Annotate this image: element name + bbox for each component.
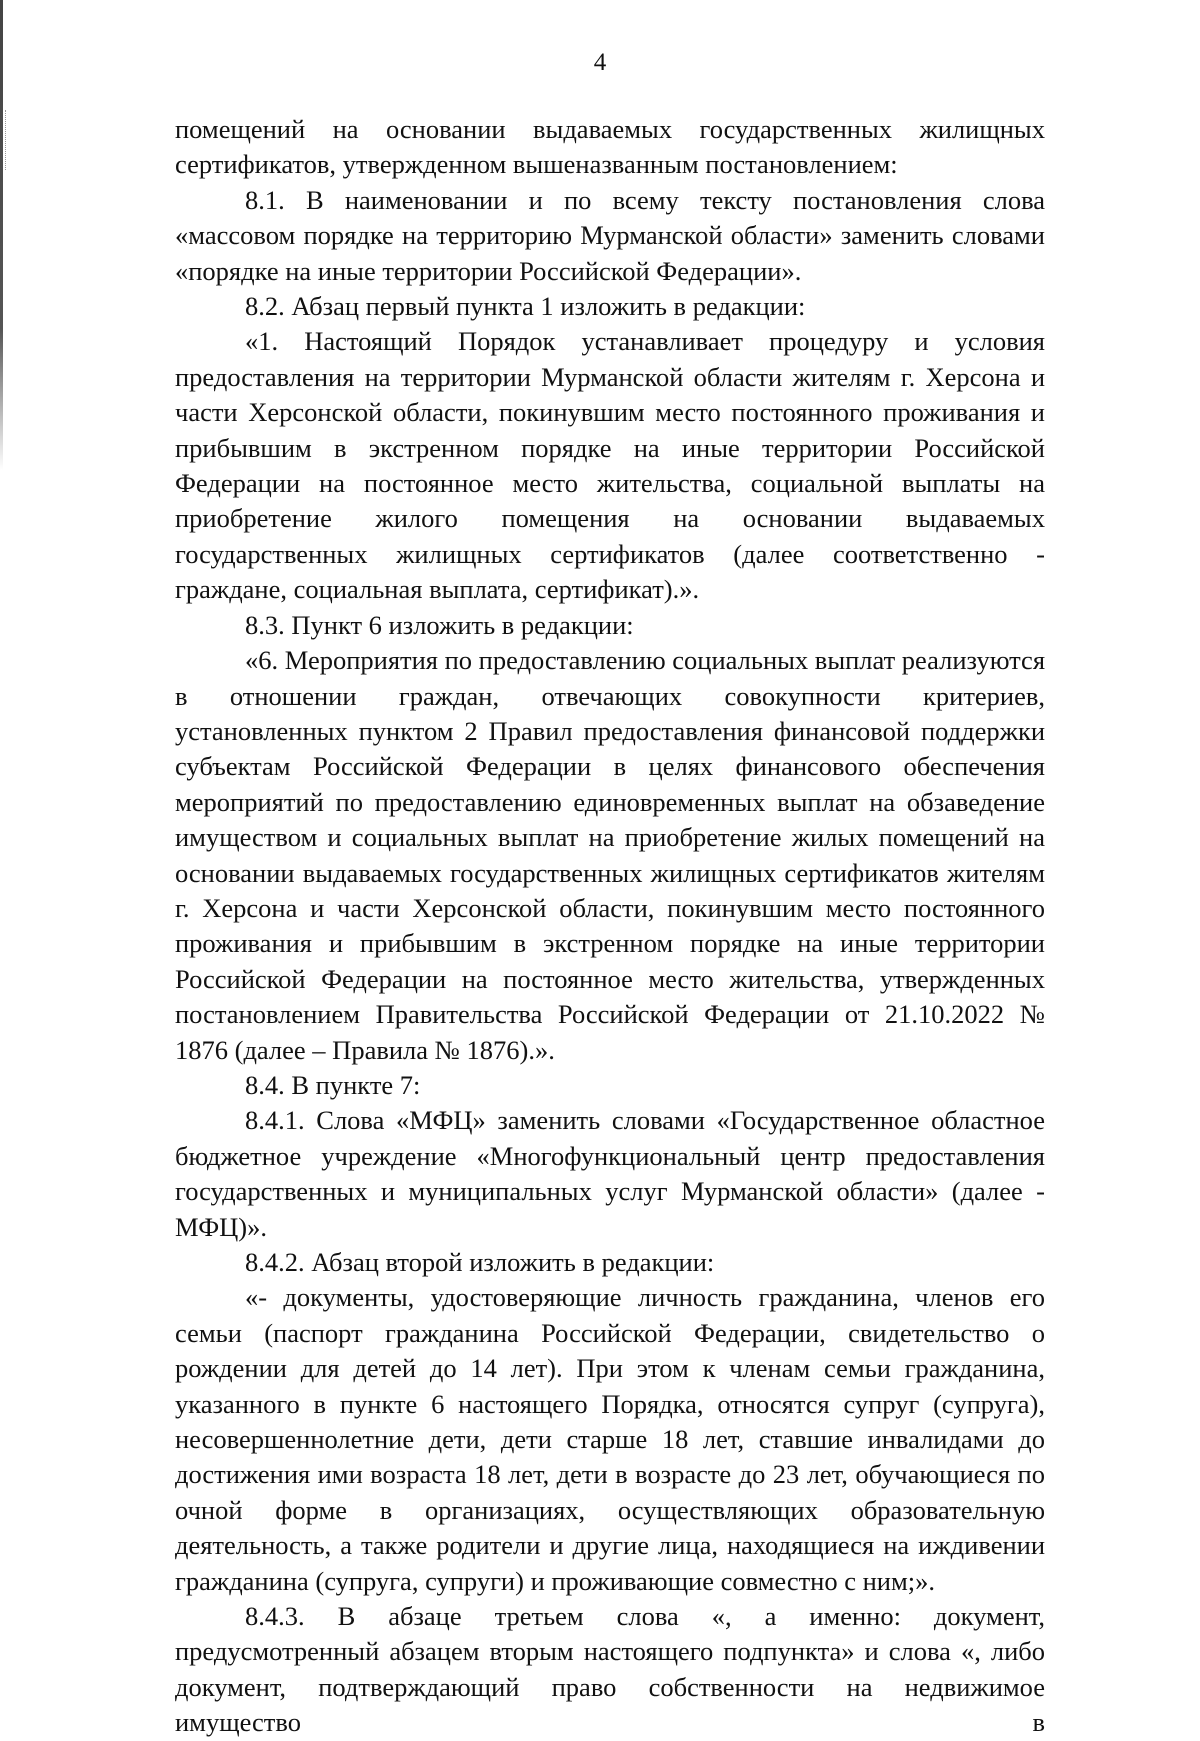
paragraph-8-4-2: 8.4.2. Абзац второй изложить в редакции: — [245, 1247, 715, 1277]
paragraph-continuation: помещений на основании выдаваемых государственных жилищных сертификатов, утвержденном вышеназванным постановлением: — [175, 114, 1045, 180]
paragraph-8-4-1: 8.4.1. Слова «МФЦ» заменить словами «Государственное областное бюджетное учреждение «Многофункциональный центр предоставления государственных и муниципальных услуг Мурманской области» (далее - МФЦ)». — [175, 1105, 1045, 1242]
paragraph-quote-1: «1. Настоящий Порядок устанавливает процедуру и условия предоставления на территории Мурманской области жителям г. Херсона и части Херсонской области, покинувшим место постоянного проживания и прибывшим в экстренном порядке на иные территории Российской Федерации на постоянное место жительства, социальной выплаты на приобретение жилого помещения на основании выдаваемых государственных жилищных сертификатов (далее соответственно - граждане, социальная выплата, сертификат).». — [175, 326, 1045, 605]
paragraph-8-4-3: 8.4.3. В абзаце третьем слова «, а именно: документ, предусмотренный абзацем вторым настоящего подпункта» и слова «, либо документ, подтверждающий право собственности на недвижимое имущество в — [175, 1601, 1045, 1738]
paragraph-8-3: 8.3. Пункт 6 изложить в редакции: — [245, 609, 634, 640]
paragraph-quote-6: «6. Мероприятия по предоставлению социальных выплат реализуются в отношении граждан, отвечающих совокупности критериев, установленных пунктом 2 Правил предоставления финансовой поддержки субъектам Российской Федерации в целях финансового обеспечения мероприятий по предоставлению единовременных выплат на обзаведение имуществом и социальных выплат на приобретение жилых помещений на основании выдаваемых государственных жилищных сертификатов жителям г. Херсона и части Херсонской области, покинувшим место постоянного проживания и прибывшим в экстренном порядке на иные территории Российской Федерации на постоянное место жительства, утвержденных постановлением Правительства Российской Федерации от 21.10.2022 № 1876 (далее – Правила № 1876).». — [175, 645, 1046, 1065]
document-body — [175, 112, 1045, 1741]
paragraph-quote-documents: «- документы, удостоверяющие личность гражданина, членов его семьи (паспорт гражданина Российской Федерации, свидетельство о рождении для детей до 14 лет). При этом к членам семьи гражданина, указанного в пункте 6 настоящего Порядка, относятся супруг (супруга), несовершеннолетние дети, дети старше 18 лет, ставшие инвалидами до достижения ими возраста 18 лет, дети в возрасте до 23 лет, обучающиеся по очной форме в организациях, осуществляющих образовательную деятельность, а также родители и другие лица, находящиеся на иждивении гражданина (супруга, супруги) и проживающие совместно с ним;». — [175, 1282, 1045, 1596]
paragraph-8-4: 8.4. В пункте 7: — [245, 1069, 421, 1100]
paragraph-8-1: 8.1. В наименовании и по всему тексту постановления слова «массовом порядке на территорию Мурманской области» заменить словами «порядке на иные территории Российской Федерации». — [175, 184, 1045, 286]
paragraph-8-2: 8.2. Абзац первый пункта 1 изложить в редакции: — [245, 291, 806, 322]
scan-edge-dots — [5, 110, 7, 170]
page-number: 4 — [593, 49, 607, 76]
